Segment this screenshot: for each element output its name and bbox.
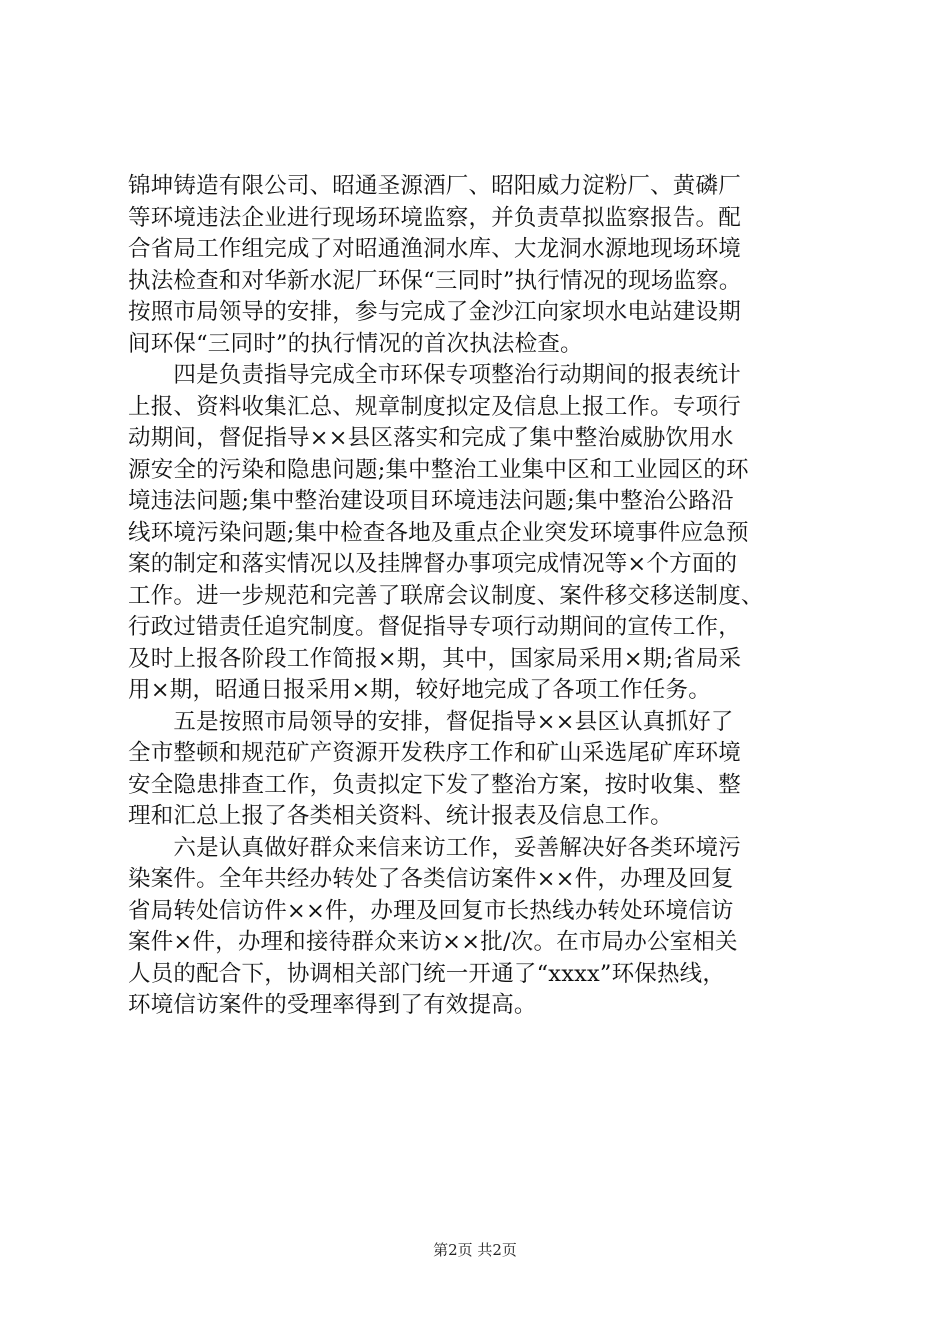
text-line: 用×期，昭通日报采用×期，较好地完成了各项工作任务。	[128, 677, 711, 703]
text-line: 线环境污染问题;集中检查各地及重点企业突发环境事件应急预	[128, 519, 749, 546]
page-footer: 第2页 共2页	[433, 1241, 517, 1259]
text-line: 人员的配合下，协调相关部门统一开通了“xxxx”环保热线，	[128, 960, 726, 987]
text-line: 及时上报各阶段工作简报×期，其中，国家局采用×期;省局采	[128, 645, 742, 672]
text-line: 上报、资料收集汇总、规章制度拟定及信息上报工作。专项行	[128, 393, 741, 420]
text-line: 动期间，督促指导××县区落实和完成了集中整治威胁饮用水	[128, 425, 734, 451]
text-line: 染案件。全年共经办转处了各类信访案件××件，办理及回复	[128, 866, 734, 892]
text-line: 锦坤铸造有限公司、昭通圣源酒厂、昭阳威力淀粉厂、黄磷厂	[128, 173, 741, 199]
text-line: 间环保“三同时”的执行情况的首次执法检查。	[128, 330, 583, 357]
text-line: 四是负责指导完成全市环保专项整治行动期间的报表统计	[128, 362, 741, 388]
text-line: 理和汇总上报了各类相关资料、统计报表及信息工作。	[128, 803, 673, 829]
text-line: 省局转处信访件××件，办理及回复市长热线办转处环境信访	[128, 897, 734, 924]
document-body	[128, 171, 848, 1022]
text-line: 行政过错责任追究制度。督促指导专项行动期间的宣传工作，	[128, 614, 741, 640]
text-line: 境违法问题;集中整治建设项目环境违法问题;集中整治公路沿	[128, 488, 734, 514]
text-line: 安全隐患排查工作，负责拟定下发了整治方案，按时收集、整	[128, 771, 741, 798]
text-line: 工作。进一步规范和完善了联席会议制度、案件移交移送制度、	[128, 582, 764, 609]
text-line: 按照市局领导的安排，参与完成了金沙江向家坝水电站建设期	[128, 299, 741, 325]
text-line: 案件×件，办理和接待群众来访××批/次。在市局办公室相关	[128, 929, 738, 955]
text-line: 环境信访案件的受理率得到了有效提高。	[128, 992, 537, 1018]
text-line: 合省局工作组完成了对昭通渔洞水库、大龙洞水源地现场环境	[128, 236, 741, 262]
text-line: 执法检查和对华新水泥厂环保“三同时”执行情况的现场监察。	[128, 267, 742, 294]
text-line: 源安全的污染和隐患问题;集中整治工业集中区和工业园区的环	[128, 456, 749, 483]
text-line: 六是认真做好群众来信来访工作，妥善解决好各类环境污	[128, 834, 741, 861]
text-line: 案的制定和落实情况以及挂牌督办事项完成情况等×个方面的	[128, 551, 738, 577]
text-line: 等环境违法企业进行现场环境监察，并负责草拟监察报告。配	[128, 204, 741, 231]
text-line: 五是按照市局领导的安排，督促指导××县区认真抓好了	[128, 708, 734, 735]
text-line: 全市整顿和规范矿产资源开发秩序工作和矿山采选尾矿库环境	[128, 740, 741, 766]
